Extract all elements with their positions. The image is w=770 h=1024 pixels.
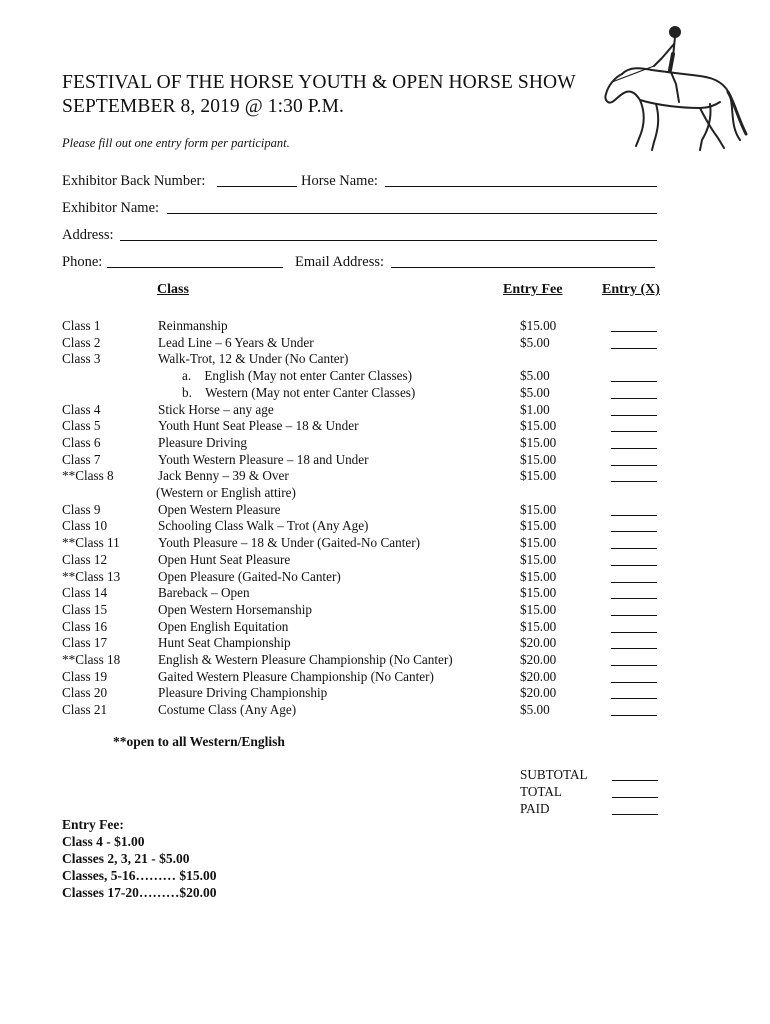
class-number: Class 10 <box>62 518 108 534</box>
entry-fee-line: Classes 2, 3, 21 - $5.00 <box>62 851 190 866</box>
class-row <box>62 452 662 468</box>
class-name: Open Pleasure (Gaited-No Canter) <box>158 568 341 584</box>
class-row <box>62 669 662 685</box>
class-number: **Class 13 <box>62 568 121 584</box>
class-fee: $5.00 <box>520 368 550 384</box>
entry-blank[interactable] <box>611 448 657 449</box>
class-number: Class 1 <box>62 318 101 333</box>
class-row <box>62 335 662 351</box>
fee-column-header: Entry Fee <box>503 282 563 297</box>
class-fee: $15.00 <box>520 618 557 634</box>
entry-blank[interactable] <box>611 531 657 532</box>
class-row <box>62 468 662 484</box>
class-number: Class 2 <box>62 334 101 350</box>
class-number: Class 12 <box>62 551 108 567</box>
class-fee: $15.00 <box>520 601 557 617</box>
class-row <box>62 368 662 384</box>
class-number: Class 5 <box>62 418 101 434</box>
entry-blank[interactable] <box>611 431 657 432</box>
class-fee: $1.00 <box>520 401 550 417</box>
class-row <box>62 702 662 718</box>
subtotal-label: SUBTOTAL <box>520 767 588 782</box>
class-row <box>62 635 662 651</box>
class-row <box>62 418 662 434</box>
paid-label: PAID <box>520 801 550 816</box>
class-name: Youth Pleasure – 18 & Under (Gaited-No Canter) <box>158 535 420 551</box>
class-number: Class 7 <box>62 451 101 467</box>
class-number: Class 19 <box>62 668 108 684</box>
class-row <box>62 685 662 701</box>
class-name: a. English (May not enter Canter Classes) <box>182 368 412 384</box>
class-name: English & Western Pleasure Championship (No Canter) <box>158 652 453 667</box>
entry-blank[interactable] <box>611 615 657 616</box>
class-row <box>62 552 662 568</box>
class-row <box>62 385 662 401</box>
class-name: Pleasure Driving <box>158 434 247 450</box>
class-name: Stick Horse – any age <box>158 401 274 417</box>
class-name: Youth Hunt Seat Please – 18 & Under <box>158 418 359 434</box>
class-number: Class 9 <box>62 501 101 517</box>
class-fee: $15.00 <box>520 468 557 484</box>
class-fee: $5.00 <box>520 384 550 400</box>
entry-blank[interactable] <box>611 582 657 583</box>
address-label: Address: <box>62 227 114 243</box>
class-fee: $15.00 <box>520 551 557 567</box>
class-row <box>62 585 662 601</box>
class-name: Lead Line – 6 Years & Under <box>158 334 314 350</box>
class-name: Costume Class (Any Age) <box>158 702 297 718</box>
class-number: Class 16 <box>62 618 108 634</box>
entry-blank[interactable] <box>611 398 657 399</box>
class-fee: $20.00 <box>520 685 557 701</box>
entry-fee-heading: Entry Fee: <box>62 817 124 832</box>
class-fee: $15.00 <box>520 535 557 551</box>
class-fee: $20.00 <box>520 635 557 651</box>
entry-blank[interactable] <box>611 682 657 683</box>
horse-name-label: Horse Name: <box>301 173 378 189</box>
class-name: Open Western Pleasure <box>158 501 281 517</box>
instructions-note: Please fill out one entry form per participant. <box>62 136 290 150</box>
entry-fee-line: Classes, 5-16……… $15.00 <box>62 868 217 883</box>
class-name: Bareback – Open <box>158 585 250 601</box>
total-label: TOTAL <box>520 784 562 799</box>
entry-blank[interactable] <box>611 481 657 482</box>
class-number: Class 17 <box>62 635 108 651</box>
class-fee: $15.00 <box>520 585 557 601</box>
class-name: Youth Western Pleasure – 18 and Under <box>158 451 369 467</box>
class-row <box>62 518 662 534</box>
entry-blank[interactable] <box>611 665 657 666</box>
horse-name-input[interactable] <box>385 186 657 187</box>
class-name: Open Hunt Seat Pleasure <box>158 551 291 567</box>
class-name: Pleasure Driving Championship <box>158 685 328 701</box>
entry-blank[interactable] <box>611 381 657 382</box>
class-row <box>62 502 662 518</box>
class-name: Walk-Trot, 12 & Under (No Canter) <box>158 351 349 367</box>
class-number: Class 6 <box>62 434 101 450</box>
class-fee: $5.00 <box>520 702 550 718</box>
class-number: Class 21 <box>62 702 108 718</box>
class-fee: $20.00 <box>520 652 557 667</box>
back-number-label: Exhibitor Back Number: <box>62 173 206 189</box>
class-row <box>62 619 662 635</box>
class-number: **Class 18 <box>62 652 121 667</box>
class-fee: $15.00 <box>520 418 557 434</box>
class-number: Class 14 <box>62 585 108 601</box>
entry-blank[interactable] <box>611 565 657 566</box>
class-row <box>62 535 662 551</box>
class-name: Hunt Seat Championship <box>158 635 291 651</box>
entry-blank[interactable] <box>611 415 657 416</box>
footnote: **open to all Western/English <box>113 734 285 749</box>
class-row <box>62 435 662 451</box>
address-input[interactable] <box>120 240 657 241</box>
class-row <box>62 652 662 668</box>
class-name: Schooling Class Walk – Trot (Any Age) <box>158 518 369 534</box>
subtotal-input[interactable] <box>612 780 658 781</box>
class-name: Open English Equitation <box>158 618 289 634</box>
class-row <box>62 602 662 618</box>
horse-rider-logo <box>600 22 750 157</box>
class-row <box>62 569 662 585</box>
class-fee: $20.00 <box>520 668 557 684</box>
entry-blank[interactable] <box>611 648 657 649</box>
entry-blank[interactable] <box>611 465 657 466</box>
entry-fee-line: Class 4 - $1.00 <box>62 834 145 849</box>
class-name: Jack Benny – 39 & Over <box>158 468 289 484</box>
class-number: Class 15 <box>62 601 108 617</box>
email-input[interactable] <box>391 267 655 268</box>
class-fee: $15.00 <box>520 501 557 517</box>
class-fee: $15.00 <box>520 434 557 450</box>
paid-input[interactable] <box>612 814 658 815</box>
entry-column-header: Entry (X) <box>602 282 660 297</box>
class-name: Reinmanship <box>158 318 228 333</box>
class-name: Gaited Western Pleasure Championship (No Canter) <box>158 668 434 684</box>
entry-fee-line: Classes 17-20………$20.00 <box>62 885 217 900</box>
entry-blank[interactable] <box>611 598 657 599</box>
class-column-header: Class <box>157 282 189 297</box>
class-name: b. Western (May not enter Canter Classes) <box>182 384 416 400</box>
entry-blank[interactable] <box>611 632 657 633</box>
page-title: FESTIVAL OF THE HORSE YOUTH & OPEN HORSE SHOW <box>62 72 576 93</box>
back-number-input[interactable] <box>217 186 297 187</box>
class-row <box>62 351 662 367</box>
show-date: SEPTEMBER 8, 2019 @ 1:30 P.M. <box>62 96 344 117</box>
class-name: (Western or English attire) <box>156 485 296 500</box>
entry-blank[interactable] <box>611 515 657 516</box>
exhibitor-name-input[interactable] <box>167 213 657 214</box>
class-fee: $15.00 <box>520 518 557 534</box>
class-number: **Class 11 <box>62 535 120 551</box>
class-number: **Class 8 <box>62 468 114 484</box>
class-number: Class 20 <box>62 685 108 701</box>
class-row <box>62 402 662 418</box>
class-fee: $15.00 <box>520 451 557 467</box>
entry-blank[interactable] <box>611 331 657 332</box>
class-number: Class 3 <box>62 351 101 367</box>
class-fee: $15.00 <box>520 318 557 333</box>
entry-blank[interactable] <box>611 715 657 716</box>
class-row <box>62 485 662 501</box>
class-row <box>62 318 662 334</box>
email-label: Email Address: <box>295 254 385 270</box>
exhibitor-name-label: Exhibitor Name: <box>62 200 160 216</box>
class-fee: $15.00 <box>520 568 557 584</box>
class-fee: $5.00 <box>520 334 550 350</box>
entry-blank[interactable] <box>611 348 657 349</box>
phone-label: Phone: <box>62 254 103 270</box>
class-name: Open Western Horsemanship <box>158 601 312 617</box>
entry-blank[interactable] <box>611 698 657 699</box>
entry-blank[interactable] <box>611 548 657 549</box>
phone-input[interactable] <box>107 267 283 268</box>
class-number: Class 4 <box>62 401 101 417</box>
total-input[interactable] <box>612 797 658 798</box>
